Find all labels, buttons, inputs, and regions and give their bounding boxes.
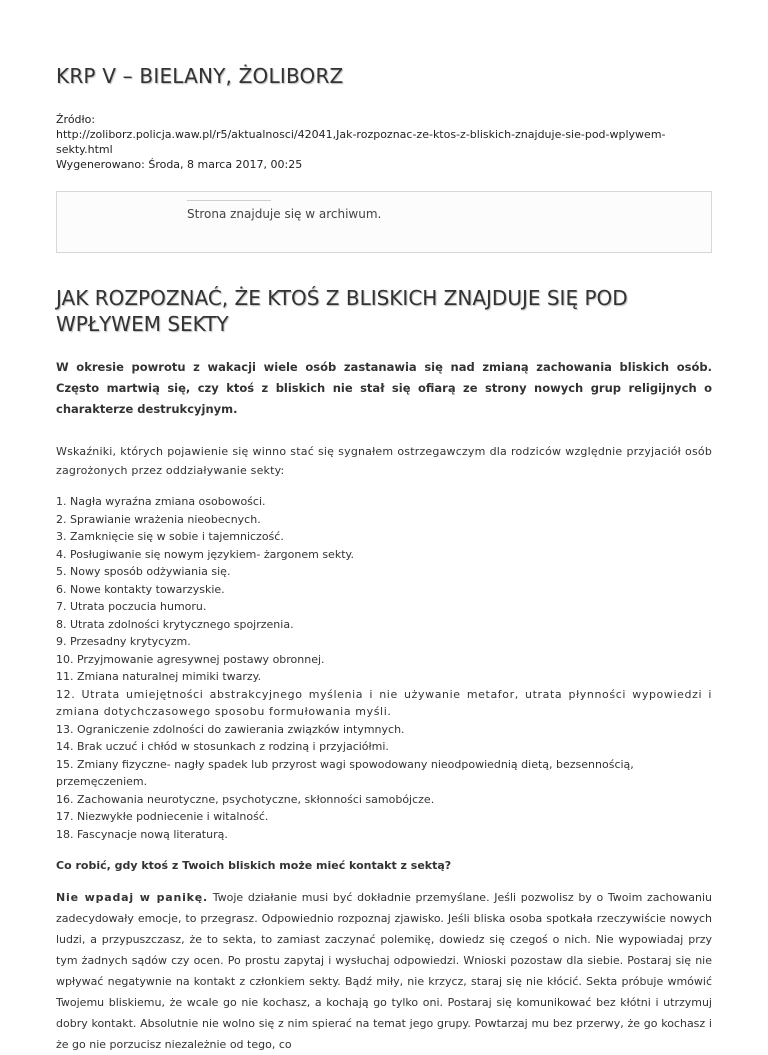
source-url[interactable]: http://zoliborz.policja.waw.pl/r5/aktualnosci/42041,Jak-rozpoznac-ze-ktos-z-bliskich-znajduje-sie-pod-wplywem-sekty.html [56, 128, 666, 156]
list-item: 10. Przyjmowanie agresywnej postawy obronnej. [56, 652, 325, 666]
list-item: 16. Zachowania neurotyczne, psychotyczne, skłonności samobójcze. [56, 792, 435, 806]
list-item: 5. Nowy sposób odżywiania się. [56, 565, 231, 578]
list-item: 6. Nowe kontakty towarzyskie. [56, 582, 225, 596]
advice-paragraph [56, 887, 712, 1055]
article-intro: Wskaźniki, których pojawienie się winno stać się sygnałem ostrzegawczym dla rodziców względnie przyjaciół osób zagrożonych przez oddziaływanie sekty: [56, 445, 712, 477]
advice-text: Twoje działanie musi być dokładnie przemyślane. Jeśli pozwolisz by o Twoim zachowaniu zadecydowały emocje, to przegrasz. Odpowiednio rozpoznaj zjawisko. Jeśli bliska osoba spotkała rzeczywiście nowych ludzi, a przypuszczasz, że to sekta, to zamiast zaczynać polemikę, dowiedz się czegoś o nich. Nie wypowiadaj przy tym żadnych sądów czy ocen. Po prostu zapytaj i wysłuchaj odpowiedzi. Wnioski pozostaw dla siebie. Postaraj się nie wpływać negatywnie na kontakt z członkiem sekty. Bądź miły, nie krzycz, staraj się nie kłócić. Sekta próbuje wmówić Twojemu bliskiemu, że wcale go nie kochasz, a kochają go tylko oni. Postaraj się komunikować bez kłótni i utrzymuj dobry kontakt. Absolutnie nie wolno się z nim spierać na temat jego grupy. Powtarzaj mu bez przerwy, że go kochasz i że go nie porzucisz niezależnie od tego, co [56, 891, 712, 1051]
source-label: Źródło: [56, 113, 96, 126]
list-item: 15. Zmiany fizyczne- nagły spadek lub przyrost wagi spowodowany nieodpowiednią dietą, bezsennością, przemęczeniem. [56, 757, 634, 788]
list-item: 8. Utrata zdolności krytycznego spojrzenia. [56, 617, 294, 631]
source-meta [56, 112, 712, 172]
list-item: 7. Utrata poczucia humoru. [56, 600, 207, 613]
archive-notice-box [56, 191, 712, 253]
advice-bold: Nie wpadaj w panikę. [56, 891, 209, 904]
list-item: 14. Brak uczuć i chłód w stosunkach z rodziną i przyjaciółmi. [56, 740, 389, 753]
list-item: 9. Przesadny krytycyzm. [56, 635, 191, 648]
archive-notice: Strona znajduje się w archiwum. [187, 207, 382, 221]
list-item: 13. Ograniczenie zdolności do zawierania związków intymnych. [56, 722, 405, 736]
list-item: 18. Fascynacje nową literaturą. [56, 827, 228, 841]
article-lead: W okresie powrotu z wakacji wiele osób zastanawia się nad zmianą zachowania bliskich osób. Często martwią się, czy ktoś z bliskich nie stał się ofiarą ze strony nowych grup religijnych o charakterze destrukcyjnym. [56, 360, 712, 416]
article-title: JAK ROZPOZNAĆ, ŻE KTOŚ Z BLISKICH ZNAJDUJE SIĘ POD WPŁYWEM SEKTY [56, 286, 628, 336]
list-item: 2. Sprawianie wrażenia nieobecnych. [56, 512, 261, 526]
list-item: 1. Nagła wyraźna zmiana osobowości. [56, 495, 266, 508]
site-title: KRP V – BIELANY, ŻOLIBORZ [56, 64, 344, 88]
list-item: 11. Zmiana naturalnej mimiki twarzy. [56, 670, 262, 683]
indicator-list [56, 493, 712, 843]
list-item: 3. Zamknięcie się w sobie i tajemniczość. [56, 530, 284, 543]
advice-question: Co robić, gdy ktoś z Twoich bliskich może mieć kontakt z sektą? [56, 859, 452, 872]
archive-divider [187, 200, 271, 201]
list-item: 4. Posługiwanie się nowym językiem- żargonem sekty. [56, 547, 354, 561]
list-item: 12. Utrata umiejętności abstrakcyjnego myślenia i nie używanie metafor, utrata płynności wypowiedzi i zmiana dotychczasowego sposobu formułowania myśli. [56, 687, 712, 718]
list-item: 17. Niezwykłe podniecenie i witalność. [56, 810, 269, 823]
generated-date: Wygenerowano: Środa, 8 marca 2017, 00:25 [56, 158, 303, 171]
